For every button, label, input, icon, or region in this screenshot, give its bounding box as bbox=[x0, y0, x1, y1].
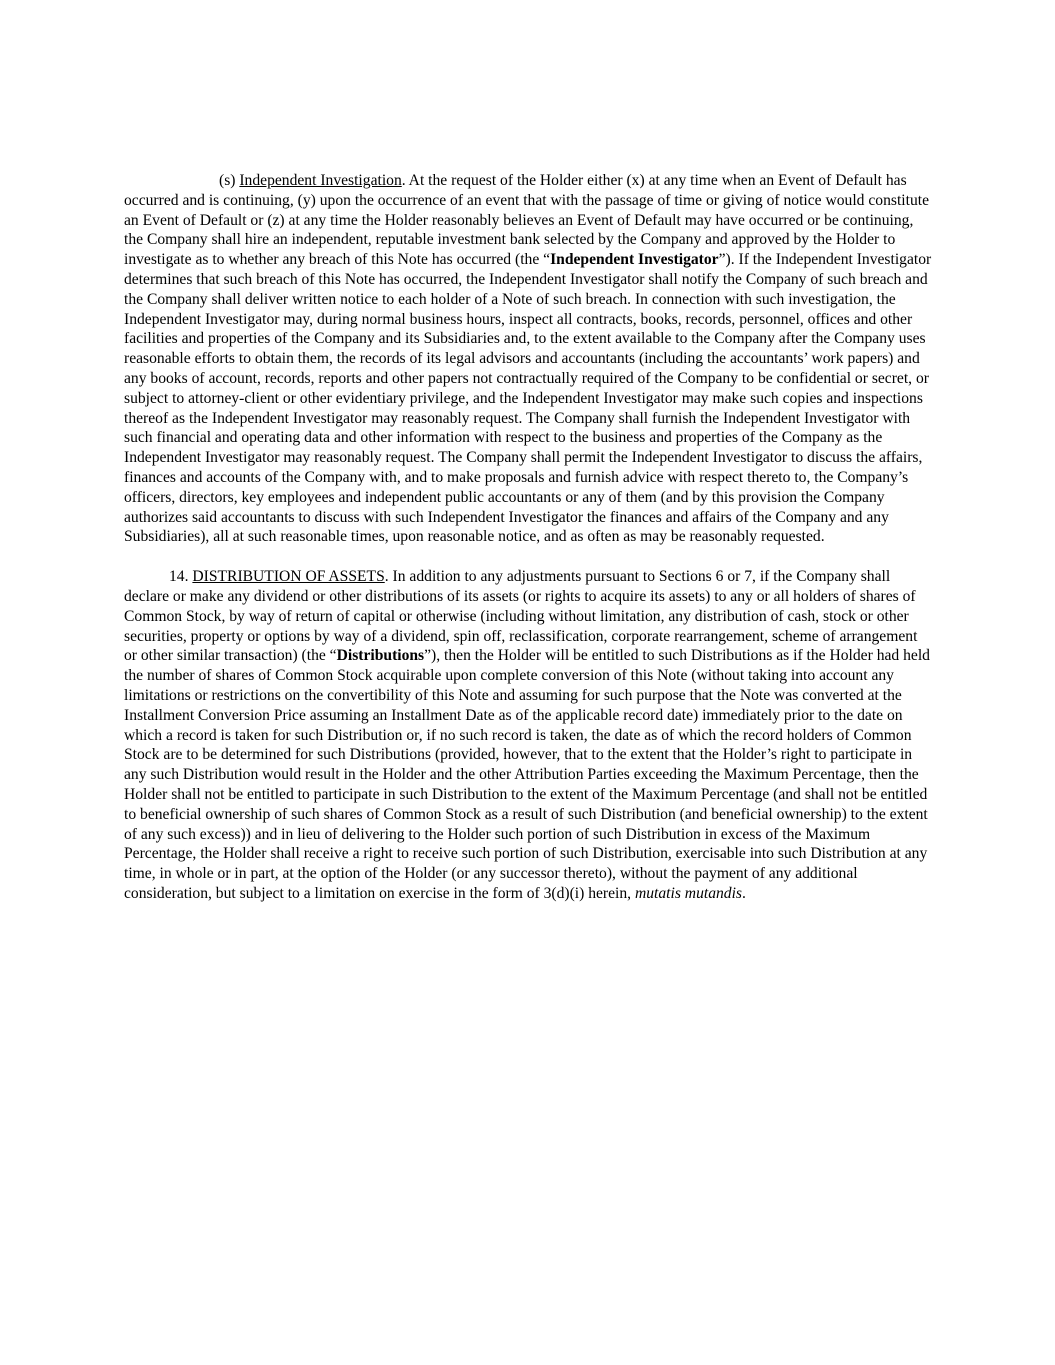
paragraph-independent-investigation bbox=[124, 171, 934, 547]
defined-term: Distributions bbox=[336, 647, 425, 665]
paragraph-text: . In addition to any adjustments pursuant to Sections 6 or 7, if the Company shall declare or make any dividend or other distributions of its assets (or rights to acquire its assets) to any or all holders of shares of Common Stock, by way of return of capital or otherwise (including without limitation, any distribution of cash, stock or other securities, property or options by way of a dividend, spin off, reclassification, corporate rearrangement, scheme of arrangement or other similar transaction) (the “ bbox=[124, 568, 918, 665]
section-label: (s) bbox=[219, 172, 240, 189]
paragraph-distribution-of-assets bbox=[124, 567, 934, 904]
paragraph-text: ”). If the Independent Investigator determines that such breach of this Note has occurred, the Independent Investigator shall notify the Company of such breach and the Company shall deliver written notice to each holder of a Note of such breach. In connection with such investigation, the Independent Investigator may, during normal business hours, inspect all contracts, books, records, personnel, offices and other facilities and properties of the Company and its Subsidiaries and, to the extent available to the Company after the Company uses reasonable efforts to obtain them, the records of its legal advisors and accountants (including the accountants’ work papers) and any books of account, records, reports and other papers not contractually required of the Company to be confidential or secret, or subject to attorney-client or other evidentiary privilege, and the Independent Investigator may make such copies and inspections thereof as the Independent Investigator may reasonably request. The Company shall furnish the Independent Investigator with such financial and operating data and other information with respect to the business and properties of the Company as the Independent Investigator may reasonably request. The Company shall permit the Independent Investigator to discuss the affairs, finances and accounts of the Company with, and to make proposals and furnish advice with respect thereto to, the Company’s officers, directors, key employees and independent public accountants or any of them (and by this provision the Company authorizes said accountants to discuss with such Independent Investigator the finances and affairs of the Company and any Subsidiaries), all at such reasonable times, upon reasonable notice, and as often as may be reasonably requested. bbox=[124, 251, 932, 546]
paragraph-text: . bbox=[742, 884, 746, 902]
paragraph-text: ”), then the Holder will be entitled to such Distributions as if the Holder had held the number of shares of Common Stock acquirable upon complete conversion of this Note (without taking into account any limitations or restrictions on the convertibility of this Note and assuming for such purpose that the Note was converted at the Installment Conversion Price assuming an Installment Date as of the applicable record date) immediately prior to the date on which a record is taken for such Distribution or, if no such record is taken, the date as of which the record holders of Common Stock are to be determined for such Distributions (provided, however, that to the extent that the Holder’s right to participate in any such Distribution would result in the Holder and the other Attribution Parties exceeding the Maximum Percentage, then the Holder shall not be entitled to participate in such Distribution to the extent of the Maximum Percentage (and shall not be entitled to beneficial ownership of such shares of Common Stock as a result of such Distribution (and beneficial ownership) to the extent of any such excess)) and in lieu of delivering to the Holder such portion of such Distribution in excess of the Maximum Percentage, the Holder shall receive a right to receive such portion of such Distribution, exercisable into such Distribution at any time, in whole or in part, at the option of the Holder (or any successor thereto), without the payment of any additional consideration, but subject to a limitation on exercise in the form of 3(d)(i) herein, bbox=[124, 647, 930, 902]
section-heading: Independent Investigation bbox=[239, 172, 402, 189]
defined-term: Independent Investigator bbox=[550, 251, 719, 269]
paragraph-text: . At the request of the Holder either (x) at any time when an Event of Default has occurred and is continuing, (y) upon the occurrence of an event that with the passage of time or giving of notice would constitute an Event of Default or (z) at any time the Holder reasonably believes an Event of Default may have occurred or be continuing, the Company shall hire an independent, reputable investment bank selected by the Company and approved by the Holder to investigate as to whether any breach of this Note has occurred (the “ bbox=[124, 172, 930, 269]
section-heading: DISTRIBUTION OF ASSETS bbox=[192, 568, 385, 586]
latin-phrase: mutatis mutandis bbox=[634, 884, 742, 902]
document-body bbox=[124, 171, 934, 904]
section-label: 14. bbox=[169, 568, 193, 586]
